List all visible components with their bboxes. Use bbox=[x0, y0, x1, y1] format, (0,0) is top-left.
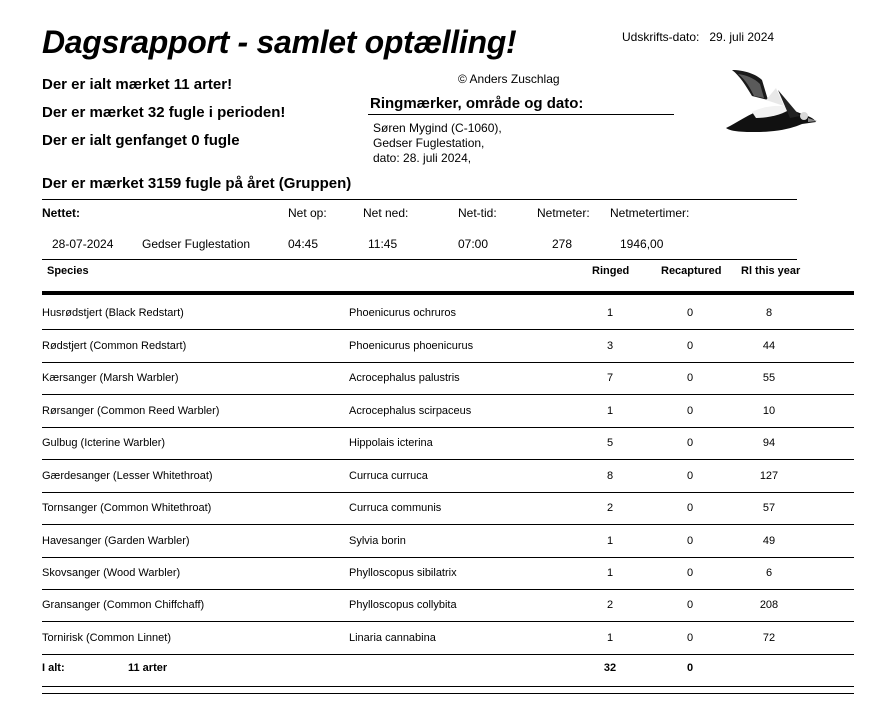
species-latin: Phoenicurus phoenicurus bbox=[349, 340, 474, 352]
ringed-count: 1 bbox=[606, 535, 614, 547]
copyright: © Anders Zuschlag bbox=[458, 72, 560, 86]
total-row bbox=[42, 654, 854, 687]
net-time: 07:00 bbox=[458, 237, 489, 251]
recaptured-count: 0 bbox=[686, 632, 694, 644]
net-close-label: Net ned: bbox=[363, 206, 409, 220]
year-count: 49 bbox=[762, 535, 776, 547]
total-label: I alt: bbox=[42, 662, 65, 674]
species-name: Rørsanger (Common Reed Warbler) bbox=[42, 405, 220, 417]
year-count: 57 bbox=[762, 502, 776, 514]
print-date-value: 29. juli 2024 bbox=[709, 30, 775, 44]
recaptured-count: 0 bbox=[686, 372, 694, 384]
species-latin: Acrocephalus palustris bbox=[349, 372, 460, 384]
col-recaptured: Recaptured bbox=[661, 265, 722, 277]
header-divider bbox=[42, 259, 797, 260]
recaptured-count: 0 bbox=[686, 599, 694, 611]
recaptured-count: 0 bbox=[686, 535, 694, 547]
species-latin: Phoenicurus ochruros bbox=[349, 307, 457, 319]
ringed-count: 8 bbox=[606, 470, 614, 482]
table-row bbox=[42, 492, 854, 525]
year-count: 127 bbox=[759, 470, 779, 482]
table-row bbox=[42, 362, 854, 395]
eider-duck-icon bbox=[718, 66, 818, 138]
stat-recaptured: Der er ialt genfanget 0 fugle bbox=[42, 132, 240, 149]
species-latin: Curruca curruca bbox=[349, 470, 428, 482]
recaptured-count: 0 bbox=[686, 340, 694, 352]
total-recaptured: 0 bbox=[686, 662, 694, 674]
table-top-rule bbox=[42, 291, 854, 295]
species-name: Havesanger (Garden Warbler) bbox=[42, 535, 190, 547]
table-row bbox=[42, 330, 854, 363]
table-bottom-rule bbox=[42, 693, 854, 694]
net-site: Gedser Fuglestation bbox=[142, 237, 251, 251]
net-meter-hours-label: Netmetertimer: bbox=[610, 206, 690, 220]
print-date bbox=[622, 30, 774, 44]
ringer-underline bbox=[368, 114, 674, 115]
table-row bbox=[42, 460, 854, 493]
species-latin: Curruca communis bbox=[349, 502, 442, 514]
species-name: Gærdesanger (Lesser Whitethroat) bbox=[42, 470, 213, 482]
print-date-label: Udskrifts-dato: bbox=[622, 30, 700, 44]
recaptured-count: 0 bbox=[686, 437, 694, 449]
net-date: 28-07-2024 bbox=[52, 237, 114, 251]
recaptured-count: 0 bbox=[686, 470, 694, 482]
year-count: 94 bbox=[762, 437, 776, 449]
section-divider bbox=[42, 199, 797, 200]
species-name: Rødstjert (Common Redstart) bbox=[42, 340, 187, 352]
total-ringed: 32 bbox=[603, 662, 617, 674]
ringed-count: 5 bbox=[606, 437, 614, 449]
table-row bbox=[42, 622, 854, 655]
ringer-name: Søren Mygind (C-1060), bbox=[373, 121, 502, 135]
ringed-count: 7 bbox=[606, 372, 614, 384]
species-name: Gransanger (Common Chiffchaff) bbox=[42, 599, 205, 611]
recaptured-count: 0 bbox=[686, 405, 694, 417]
col-species: Species bbox=[47, 265, 89, 277]
net-time-label: Net-tid: bbox=[458, 206, 497, 220]
species-name: Husrødstjert (Black Redstart) bbox=[42, 307, 184, 319]
ringed-count: 1 bbox=[606, 567, 614, 579]
net-label: Nettet: bbox=[42, 206, 80, 220]
year-count: 72 bbox=[762, 632, 776, 644]
ringed-count: 1 bbox=[606, 405, 614, 417]
ringer-heading: Ringmærker, område og dato: bbox=[370, 95, 584, 112]
species-name: Tornsanger (Common Whitethroat) bbox=[42, 502, 212, 514]
net-open-label: Net op: bbox=[288, 206, 327, 220]
year-count: 6 bbox=[765, 567, 773, 579]
species-name: Tornirisk (Common Linnet) bbox=[42, 632, 171, 644]
table-row bbox=[42, 589, 854, 622]
table-row bbox=[42, 297, 854, 330]
ringed-count: 2 bbox=[606, 599, 614, 611]
net-meter-hours: 1946,00 bbox=[620, 237, 664, 251]
col-year: Rl this year bbox=[741, 265, 801, 277]
net-open: 04:45 bbox=[288, 237, 319, 251]
species-latin: Sylvia borin bbox=[349, 535, 406, 547]
year-count: 44 bbox=[762, 340, 776, 352]
table-row bbox=[42, 525, 854, 558]
recaptured-count: 0 bbox=[686, 307, 694, 319]
stat-birds-ringed: Der er mærket 32 fugle i perioden! bbox=[42, 104, 286, 121]
recaptured-count: 0 bbox=[686, 567, 694, 579]
species-latin: Phylloscopus sibilatrix bbox=[349, 567, 457, 579]
ringed-count: 3 bbox=[606, 340, 614, 352]
total-species-count: 11 arter bbox=[128, 662, 168, 674]
table-row bbox=[42, 395, 854, 428]
year-count: 55 bbox=[762, 372, 776, 384]
species-latin: Acrocephalus scirpaceus bbox=[349, 405, 472, 417]
ringed-count: 1 bbox=[606, 307, 614, 319]
species-name: Gulbug (Icterine Warbler) bbox=[42, 437, 166, 449]
year-count: 10 bbox=[762, 405, 776, 417]
net-close: 11:45 bbox=[368, 237, 398, 251]
col-ringed: Ringed bbox=[592, 265, 630, 277]
net-meters: 278 bbox=[552, 237, 573, 251]
ringer-date: dato: 28. juli 2024, bbox=[373, 151, 472, 165]
table-row bbox=[42, 557, 854, 590]
species-name: Kærsanger (Marsh Warbler) bbox=[42, 372, 179, 384]
species-latin: Linaria cannabina bbox=[349, 632, 436, 644]
net-meters-label: Netmeter: bbox=[537, 206, 590, 220]
species-latin: Phylloscopus collybita bbox=[349, 599, 457, 611]
ringed-count: 1 bbox=[606, 632, 614, 644]
report-title: Dagsrapport - samlet optælling! bbox=[42, 24, 517, 60]
ringer-location: Gedser Fuglestation, bbox=[373, 136, 485, 150]
table-row bbox=[42, 427, 854, 460]
ringed-count: 2 bbox=[606, 502, 614, 514]
species-name: Skovsanger (Wood Warbler) bbox=[42, 567, 181, 579]
season-total: Der er mærket 3159 fugle på året (Gruppen) bbox=[42, 175, 352, 192]
recaptured-count: 0 bbox=[686, 502, 694, 514]
year-count: 8 bbox=[765, 307, 773, 319]
year-count: 208 bbox=[759, 599, 779, 611]
stat-species-count: Der er ialt mærket 11 arter! bbox=[42, 76, 233, 93]
species-latin: Hippolais icterina bbox=[349, 437, 433, 449]
